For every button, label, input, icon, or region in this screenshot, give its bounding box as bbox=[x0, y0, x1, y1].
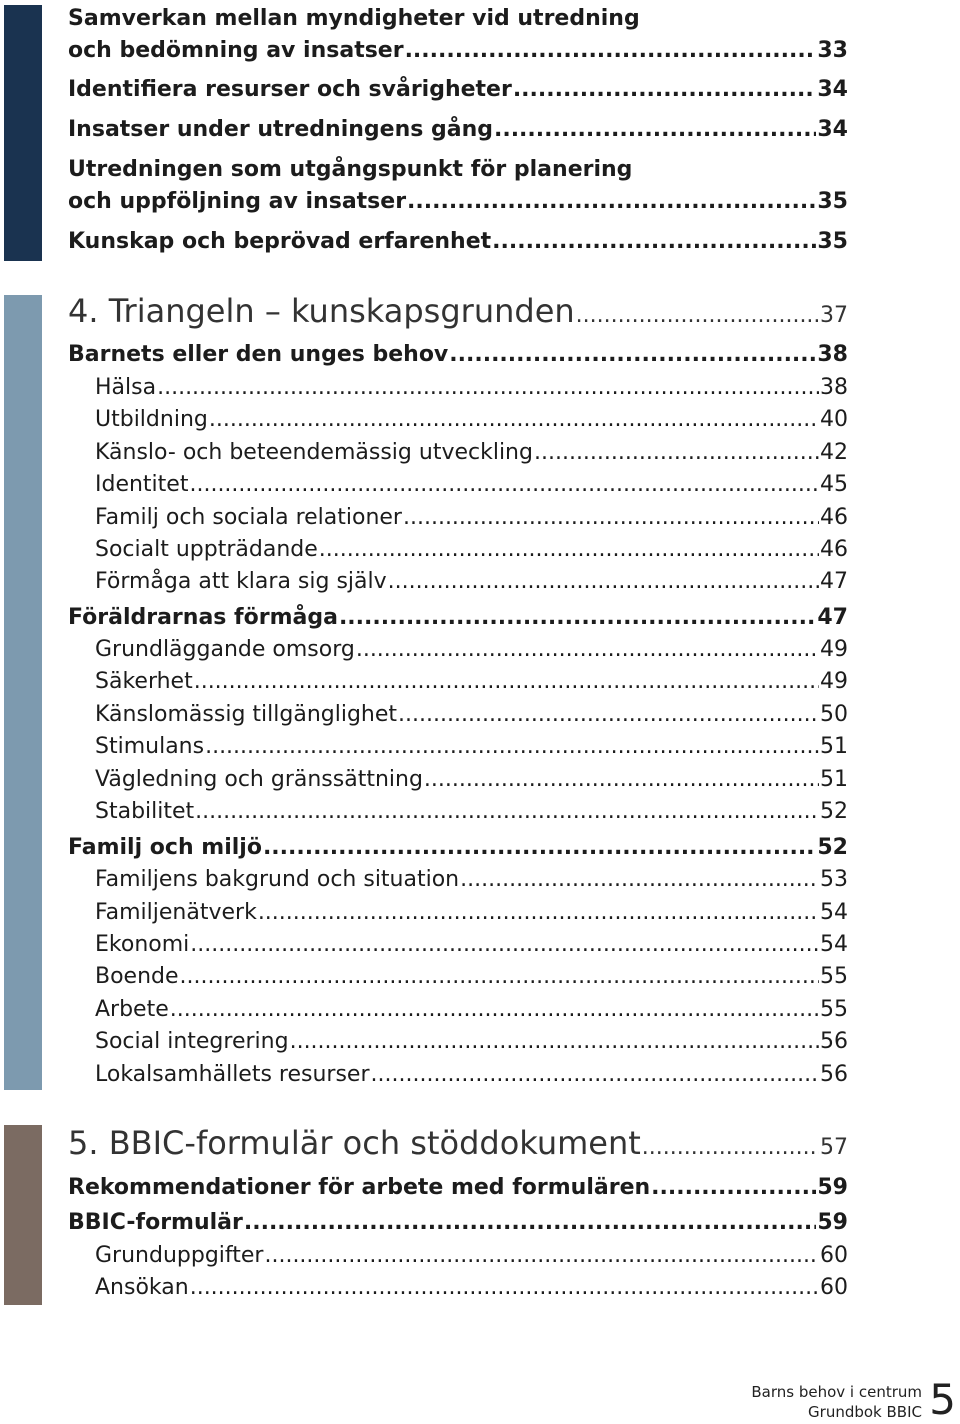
toc-label: Känslo- och beteendemässig utveckling bbox=[95, 440, 533, 465]
leader-dots bbox=[534, 440, 819, 465]
toc-entry[interactable] bbox=[95, 1243, 848, 1268]
leader-dots bbox=[319, 537, 819, 562]
toc-label: Familjenätverk bbox=[95, 900, 257, 925]
leader-dots bbox=[190, 932, 819, 957]
toc-page: 49 bbox=[820, 669, 848, 694]
toc-entry[interactable] bbox=[95, 867, 848, 892]
toc-page: 60 bbox=[820, 1243, 848, 1268]
toc-page: 46 bbox=[820, 505, 848, 530]
toc-page: 40 bbox=[820, 407, 848, 432]
toc-page: 42 bbox=[820, 440, 848, 465]
toc-label: Hälsa bbox=[95, 375, 157, 400]
toc-label: Förmåga att klara sig själv bbox=[95, 569, 387, 594]
toc-entry[interactable] bbox=[95, 375, 848, 400]
leader-dots bbox=[180, 964, 819, 989]
section-bar-dark bbox=[4, 5, 42, 261]
toc-entry[interactable] bbox=[68, 342, 848, 367]
toc-entry[interactable] bbox=[95, 964, 848, 989]
toc-label: Arbete bbox=[95, 997, 169, 1022]
toc-entry-samverkan[interactable] bbox=[68, 38, 848, 63]
leader-dots bbox=[651, 1175, 816, 1200]
toc-page: 54 bbox=[820, 900, 848, 925]
leader-dots bbox=[403, 505, 819, 530]
toc-page: 35 bbox=[817, 189, 848, 214]
leader-dots bbox=[263, 835, 816, 860]
toc-label: Familjens bakgrund och situation bbox=[95, 867, 460, 892]
toc-label: Rekommendationer för arbete med formulären bbox=[68, 1175, 651, 1200]
toc-page: 46 bbox=[820, 537, 848, 562]
toc-page: 56 bbox=[820, 1029, 848, 1054]
toc-label: Identitet bbox=[95, 472, 189, 497]
leader-dots bbox=[424, 767, 819, 792]
toc-page: 57 bbox=[820, 1135, 848, 1160]
toc-page: 35 bbox=[817, 229, 848, 254]
toc-chapter-5[interactable] bbox=[68, 1124, 848, 1162]
toc-page: 37 bbox=[820, 303, 848, 328]
toc-label: Stabilitet bbox=[95, 799, 195, 824]
chapter-title: 4. Triangeln – kunskapsgrunden bbox=[68, 292, 575, 330]
leader-dots bbox=[264, 1243, 819, 1268]
leader-dots bbox=[494, 117, 816, 142]
toc-entry[interactable] bbox=[95, 997, 848, 1022]
section-bar-brown bbox=[4, 1125, 42, 1305]
toc-label: Familj och miljö bbox=[68, 835, 262, 860]
toc-label: Föräldrarnas förmåga bbox=[68, 605, 338, 630]
toc-entry[interactable] bbox=[68, 1175, 848, 1200]
toc-page: 34 bbox=[817, 77, 848, 102]
toc-label: Ekonomi bbox=[95, 932, 190, 957]
toc-label: Ansökan bbox=[95, 1275, 189, 1300]
toc-entry[interactable] bbox=[95, 407, 848, 432]
toc-label: Grunduppgifter bbox=[95, 1243, 264, 1268]
toc-entry[interactable] bbox=[95, 637, 848, 662]
toc-label: Familj och sociala relationer bbox=[95, 505, 402, 530]
toc-entry-insatser[interactable] bbox=[68, 117, 848, 142]
toc-label: Grundläggande omsorg bbox=[95, 637, 355, 662]
toc-entry-utredningen[interactable] bbox=[68, 189, 848, 214]
toc-entry[interactable] bbox=[95, 932, 848, 957]
toc-page: 56 bbox=[820, 1062, 848, 1087]
leader-dots bbox=[642, 1135, 819, 1160]
toc-page: 34 bbox=[817, 117, 848, 142]
toc-entry[interactable] bbox=[95, 1062, 848, 1087]
toc-page: 55 bbox=[820, 997, 848, 1022]
toc-label: Social integrering bbox=[95, 1029, 289, 1054]
toc-entry[interactable] bbox=[95, 505, 848, 530]
toc-entry[interactable] bbox=[95, 1275, 848, 1300]
toc-page: 38 bbox=[820, 375, 848, 400]
leader-dots bbox=[195, 799, 819, 824]
toc-label: Stimulans bbox=[95, 734, 205, 759]
toc-entry[interactable] bbox=[95, 767, 848, 792]
toc-page: 55 bbox=[820, 964, 848, 989]
toc-entry[interactable] bbox=[95, 702, 848, 727]
toc-label: Socialt uppträdande bbox=[95, 537, 318, 562]
leader-dots bbox=[258, 900, 819, 925]
leader-dots bbox=[405, 38, 817, 63]
toc-entry[interactable] bbox=[68, 605, 848, 630]
chapter-title: 5. BBIC-formulär och stöddokument bbox=[68, 1124, 641, 1162]
section-bar-blue bbox=[4, 295, 42, 1090]
toc-label: Identifiera resurser och svårigheter bbox=[68, 77, 512, 102]
toc-page: 45 bbox=[820, 472, 848, 497]
toc-entry[interactable] bbox=[95, 440, 848, 465]
toc-entry[interactable] bbox=[68, 1210, 848, 1235]
leader-dots bbox=[513, 77, 817, 102]
leader-dots bbox=[407, 189, 816, 214]
toc-entry[interactable] bbox=[95, 1029, 848, 1054]
leader-dots bbox=[244, 1210, 817, 1235]
toc-page: 52 bbox=[817, 835, 848, 860]
leader-dots bbox=[209, 407, 819, 432]
footer-line2: Grundbok BBIC bbox=[808, 1403, 922, 1421]
toc-entry-utredningen-line1[interactable]: Utredningen som utgångspunkt för planering bbox=[68, 157, 633, 182]
toc-entry[interactable] bbox=[95, 472, 848, 497]
toc-label: Barnets eller den unges behov bbox=[68, 342, 449, 367]
toc-entry[interactable] bbox=[95, 669, 848, 694]
leader-dots bbox=[356, 637, 819, 662]
toc-label: och uppföljning av insatser bbox=[68, 189, 407, 214]
toc-entry[interactable] bbox=[95, 900, 848, 925]
leader-dots bbox=[492, 229, 816, 254]
toc-entry-kunskap[interactable] bbox=[68, 229, 848, 254]
leader-dots bbox=[388, 569, 819, 594]
leader-dots bbox=[189, 472, 819, 497]
footer-line1: Barns behov i centrum bbox=[751, 1383, 922, 1401]
toc-page: 38 bbox=[817, 342, 848, 367]
leader-dots bbox=[339, 605, 816, 630]
toc-entry-samverkan-line1[interactable]: Samverkan mellan myndigheter vid utredning bbox=[68, 6, 640, 31]
toc-label: Boende bbox=[95, 964, 179, 989]
leader-dots bbox=[449, 342, 816, 367]
toc-label: Utbildning bbox=[95, 407, 208, 432]
page-number: 5 bbox=[929, 1375, 956, 1424]
toc-page: 59 bbox=[817, 1175, 848, 1200]
toc-page: 51 bbox=[820, 734, 848, 759]
leader-dots bbox=[290, 1029, 819, 1054]
toc-label: och bedömning av insatser bbox=[68, 38, 404, 63]
toc-page: 33 bbox=[817, 38, 848, 63]
leader-dots bbox=[157, 375, 819, 400]
toc-page: 50 bbox=[820, 702, 848, 727]
toc-entry[interactable] bbox=[95, 537, 848, 562]
toc-page: 59 bbox=[817, 1210, 848, 1235]
toc-entry[interactable] bbox=[68, 835, 848, 860]
leader-dots bbox=[460, 867, 819, 892]
leader-dots bbox=[371, 1062, 819, 1087]
leader-dots bbox=[576, 303, 819, 328]
toc-label: Insatser under utredningens gång bbox=[68, 117, 493, 142]
leader-dots bbox=[398, 702, 819, 727]
toc-entry[interactable] bbox=[95, 569, 848, 594]
toc-page: 52 bbox=[820, 799, 848, 824]
toc-label: Känslomässig tillgänglighet bbox=[95, 702, 398, 727]
leader-dots bbox=[170, 997, 819, 1022]
leader-dots bbox=[205, 734, 819, 759]
toc-chapter-4[interactable] bbox=[68, 292, 848, 330]
toc-label: Säkerhet bbox=[95, 669, 193, 694]
toc-label: Lokalsamhällets resurser bbox=[95, 1062, 370, 1087]
toc-entry[interactable] bbox=[95, 799, 848, 824]
toc-page: 51 bbox=[820, 767, 848, 792]
leader-dots bbox=[190, 1275, 819, 1300]
leader-dots bbox=[194, 669, 819, 694]
toc-page: 53 bbox=[820, 867, 848, 892]
toc-entry-identifiera[interactable] bbox=[68, 77, 848, 102]
toc-page: 60 bbox=[820, 1275, 848, 1300]
toc-page: 47 bbox=[820, 569, 848, 594]
toc-page: 49 bbox=[820, 637, 848, 662]
toc-label: Vägledning och gränssättning bbox=[95, 767, 423, 792]
toc-label: Kunskap och beprövad erfarenhet bbox=[68, 229, 492, 254]
toc-page: 47 bbox=[817, 605, 848, 630]
toc-entry[interactable] bbox=[95, 734, 848, 759]
page-footer bbox=[751, 1382, 922, 1422]
toc-label: BBIC-formulär bbox=[68, 1210, 243, 1235]
toc-page: 54 bbox=[820, 932, 848, 957]
